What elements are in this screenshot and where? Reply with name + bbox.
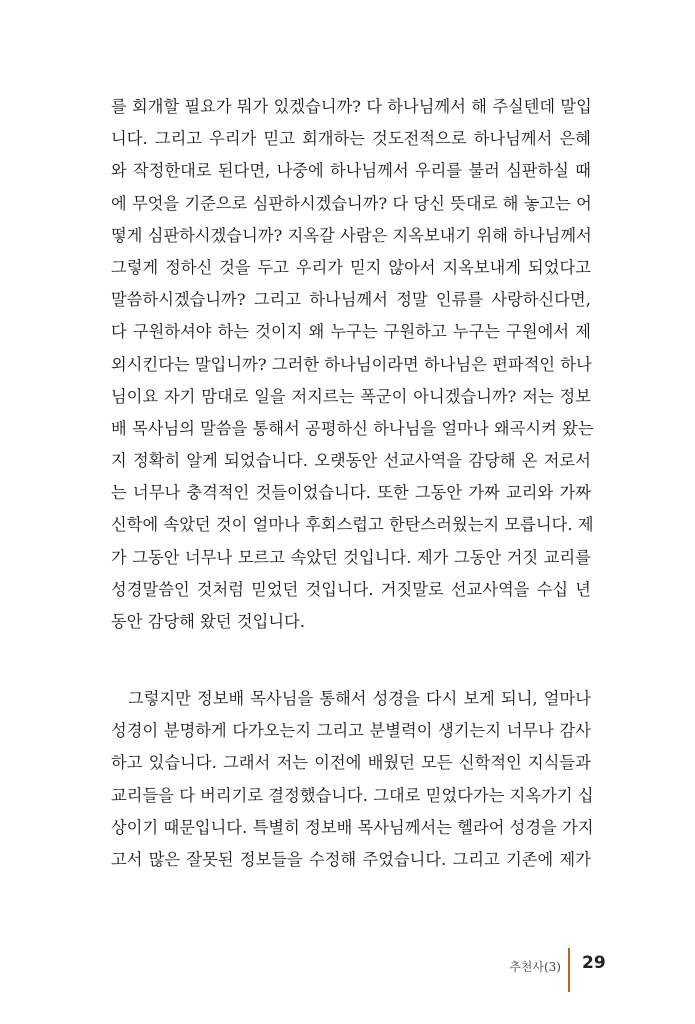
text-line: 떻게 심판하시겠습니까? 지옥갈 사람은 지옥보내기 위해 하나님께서 bbox=[111, 225, 592, 245]
text-line: 외시킨다는 말입니까? 그러한 하나님이라면 하나님은 편파적인 하나 bbox=[111, 354, 592, 374]
text-line: 성경이 분명하게 다가오는지 그리고 분별력이 생기는지 너무나 감사 bbox=[111, 721, 591, 741]
text-line: 를 회개할 필요가 뭐가 있겠습니까? 다 하나님께서 해 주실텐데 말입 bbox=[111, 97, 592, 116]
text-line: 니다. 그리고 우리가 믿고 회개하는 것도전적으로 하나님께서 은혜 bbox=[111, 129, 591, 149]
text-line: 그렇게 정하신 것을 두고 우리가 믿지 않아서 지옥보내게 되었다고 bbox=[111, 257, 591, 277]
text-line: 그렇지만 정보배 목사님을 통해서 성경을 다시 보게 되니, 얼마나 bbox=[128, 689, 591, 708]
text-line: 배 목사님의 말씀을 통해서 공평하신 하나님을 얼마나 왜곡시켜 왔는 bbox=[111, 418, 594, 438]
text-line: 고서 많은 잘못된 정보들을 수정해 주었습니다. 그리고 기존에 제가 bbox=[111, 849, 591, 869]
text-line: 님이요 자기 맘대로 일을 저지르는 폭군이 아니겠습니까? 저는 정보 bbox=[111, 386, 591, 406]
text-line: 성경말씀인 것처럼 믿었던 것입니다. 거짓말로 선교사역을 수십 년 bbox=[111, 579, 591, 599]
page-number: 29 bbox=[582, 953, 606, 973]
text-line: 는 너무나 충격적인 것들이었습니다. 또한 그동안 가짜 교리와 가짜 bbox=[111, 483, 591, 503]
paragraph-1 bbox=[111, 91, 594, 638]
text-line: 동안 감당해 왔던 것입니다. bbox=[111, 612, 306, 631]
text-line: 상이기 때문입니다. 특별히 정보배 목사님께서는 헬라어 성경을 가지 bbox=[111, 817, 594, 837]
text-line: 와 작정한대로 된다면, 나중에 하나님께서 우리를 불러 심판하실 때 bbox=[111, 161, 591, 181]
text-line: 에 무엇을 기준으로 심판하시겠습니까? 다 당신 뜻대로 해 놓고는 어 bbox=[111, 193, 592, 213]
page-footer bbox=[0, 946, 695, 986]
paragraph-2 bbox=[111, 683, 594, 876]
text-line: 지 정확히 알게 되었습니다. 오랫동안 선교사역을 감당해 온 저로서 bbox=[111, 451, 591, 471]
text-line: 가 그동안 너무나 모르고 속았던 것입니다. 제가 그동안 거짓 교리를 bbox=[111, 547, 591, 567]
footer-divider bbox=[568, 948, 570, 992]
text-line: 신학에 속았던 것이 얼마나 후회스럽고 한탄스러웠는지 모릅니다. 제 bbox=[111, 515, 594, 535]
text-line: 하고 있습니다. 그래서 저는 이전에 배웠던 모든 신학적인 지식들과 bbox=[111, 753, 591, 773]
text-line: 교리들을 다 버리기로 결정했습니다. 그대로 믿었다가는 지옥가기 십 bbox=[111, 785, 594, 805]
text-line: 말씀하시겠습니까? 그리고 하나님께서 정말 인류를 사랑하신다면, bbox=[111, 290, 591, 310]
running-head: 추천사(3) bbox=[509, 960, 561, 974]
text-line: 다 구원하셔야 하는 것이지 왜 누구는 구원하고 누구는 구원에서 제 bbox=[111, 322, 591, 342]
